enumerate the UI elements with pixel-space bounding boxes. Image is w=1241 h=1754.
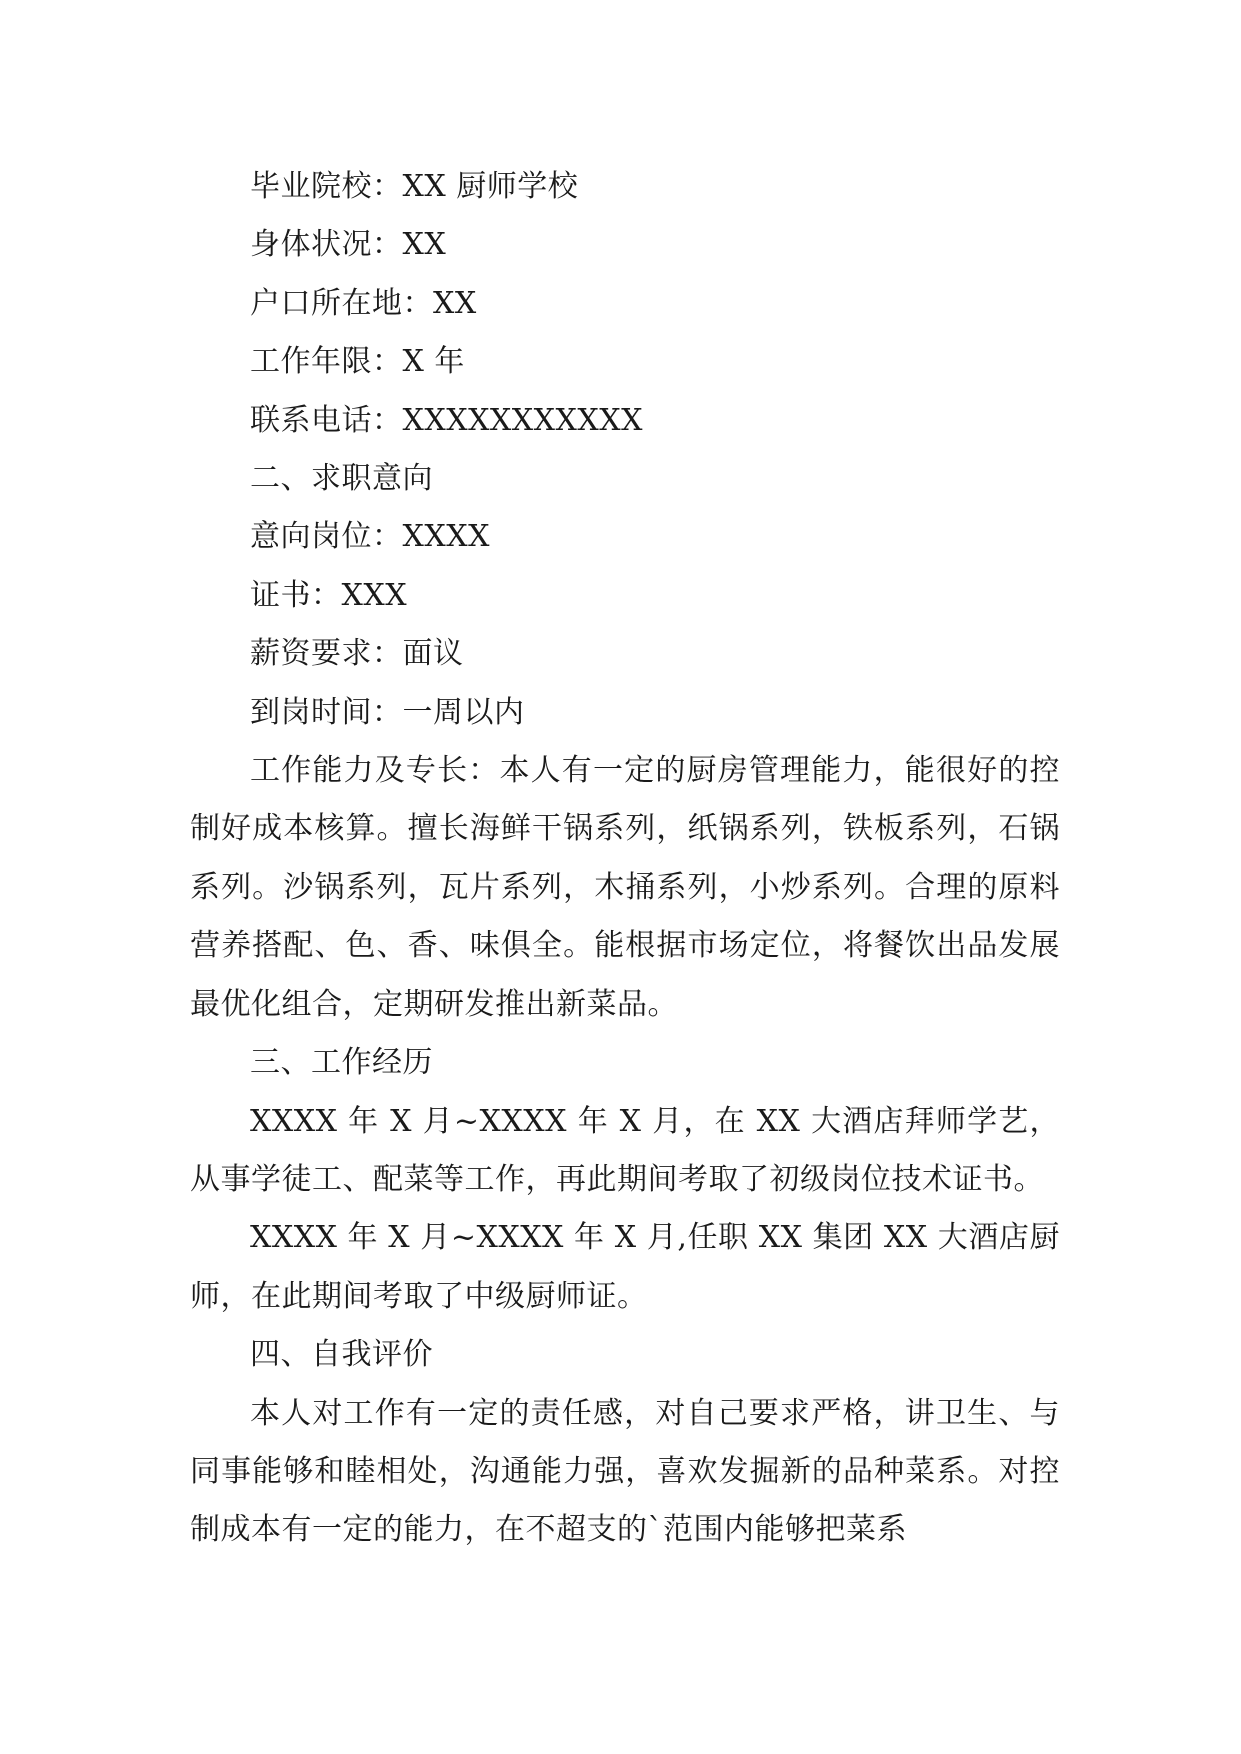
paragraph-hukou: 户口所在地：XX — [250, 285, 477, 321]
paragraph-skills: 工作能力及专长：本人有一定的厨房管理能力，能很好的控制好成本核算。擅长海鲜干锅系列，纸锅系列，铁板系列，石锅系列。沙锅系列，瓦片系列，木捅系列，小炒系列。合理的原料营养搭配、色、香、味俱全。能根据市场定位，将餐饮出品发展最优化组合，定期研发推出新菜品。 — [190, 753, 1060, 1022]
section-heading-self-evaluation: 四、自我评价 — [250, 1337, 433, 1373]
paragraph-experience-1: XXXX 年 X 月~XXXX 年 X 月，在 XX 大酒店拜师学艺，从事学徒工、配菜等工作，再此期间考取了初级岗位技术证书。 — [190, 1103, 1060, 1197]
section-heading-work-experience: 三、工作经历 — [250, 1045, 433, 1081]
paragraph-desired-position: 意向岗位：XXXX — [250, 519, 490, 555]
section-heading-job-intention: 二、求职意向 — [250, 461, 433, 497]
paragraph-phone: 联系电话：XXXXXXXXXXX — [250, 402, 643, 438]
paragraph-school: 毕业院校：XX 厨师学校 — [250, 169, 579, 204]
paragraph-work-years: 工作年限：X 年 — [250, 344, 465, 380]
paragraph-health: 身体状况：XX — [250, 227, 447, 263]
paragraph-salary: 薪资要求：面议 — [250, 636, 464, 672]
paragraph-start-time: 到岗时间：一周以内 — [250, 694, 525, 730]
paragraph-certificate: 证书：XXX — [250, 577, 408, 613]
document-body — [190, 158, 1060, 1560]
paragraph-experience-2: XXXX 年 X 月~XXXX 年 X 月,任职 XX 集团 XX 大酒店厨师，在此期间考取了中级厨师证。 — [190, 1220, 1060, 1314]
paragraph-self-evaluation: 本人对工作有一定的责任感，对自己要求严格，讲卫生、与同事能够和睦相处，沟通能力强，喜欢发掘新的品种菜系。对控制成本有一定的能力，在不超支的`范围内能够把菜系 — [190, 1395, 1060, 1548]
